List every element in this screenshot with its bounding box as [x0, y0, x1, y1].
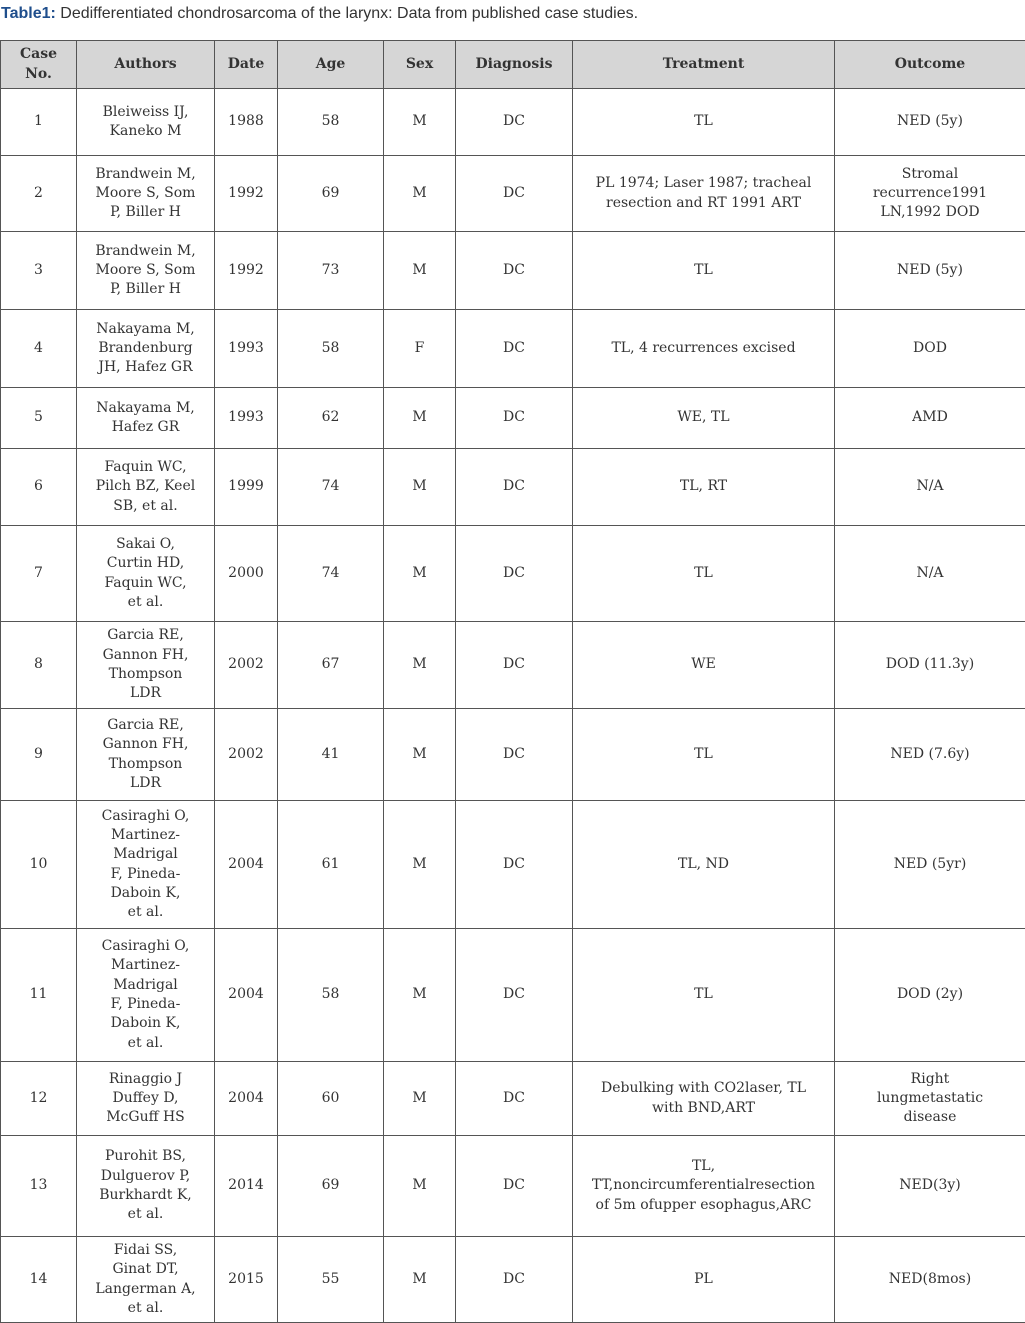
cell-sex: M — [384, 156, 456, 232]
cell-diagnosis: DC — [456, 1136, 573, 1237]
table-row — [1, 156, 1025, 232]
cell-treatment: TL — [573, 89, 835, 156]
cell-case-no: 4 — [1, 310, 77, 388]
cell-authors: Bleiweiss IJ, Kaneko M — [77, 89, 215, 156]
cell-date: 1993 — [215, 388, 278, 449]
cell-treatment: WE — [573, 622, 835, 709]
cell-diagnosis: DC — [456, 89, 573, 156]
table-row — [1, 1136, 1025, 1237]
cell-diagnosis: DC — [456, 310, 573, 388]
cell-authors: Nakayama M, Hafez GR — [77, 388, 215, 449]
cell-sex: M — [384, 801, 456, 929]
table-row — [1, 89, 1025, 156]
table-row — [1, 1062, 1025, 1136]
cell-age: 74 — [278, 449, 384, 526]
table-row — [1, 388, 1025, 449]
cell-date: 2002 — [215, 709, 278, 801]
cell-treatment: TL, TT,noncircumferentialresection of 5m ofupper esophagus,ARC — [573, 1136, 835, 1237]
cell-sex: M — [384, 1237, 456, 1323]
cell-case-no: 2 — [1, 156, 77, 232]
cell-date: 2002 — [215, 622, 278, 709]
table-row — [1, 449, 1025, 526]
cell-sex: M — [384, 89, 456, 156]
cell-date: 2015 — [215, 1237, 278, 1323]
cell-case-no: 13 — [1, 1136, 77, 1237]
cell-diagnosis: DC — [456, 1237, 573, 1323]
cell-authors: Brandwein M, Moore S, Som P, Biller H — [77, 156, 215, 232]
header-date: Date — [215, 41, 278, 89]
cell-treatment: TL, ND — [573, 801, 835, 929]
cell-authors: Fidai SS, Ginat DT, Langerman A, et al. — [77, 1237, 215, 1323]
cell-date: 2000 — [215, 526, 278, 622]
cell-treatment: TL, 4 recurrences excised — [573, 310, 835, 388]
cell-case-no: 11 — [1, 929, 77, 1062]
cell-diagnosis: DC — [456, 156, 573, 232]
cell-authors: Rinaggio J Duffey D, McGuff HS — [77, 1062, 215, 1136]
table-row — [1, 526, 1025, 622]
cell-authors: Brandwein M, Moore S, Som P, Biller H — [77, 232, 215, 310]
cell-outcome: N/A — [835, 526, 1025, 622]
cell-case-no: 8 — [1, 622, 77, 709]
cell-age: 67 — [278, 622, 384, 709]
cell-sex: F — [384, 310, 456, 388]
cell-sex: M — [384, 1136, 456, 1237]
cell-outcome: Right lungmetastatic disease — [835, 1062, 1025, 1136]
cell-age: 61 — [278, 801, 384, 929]
cell-age: 74 — [278, 526, 384, 622]
cell-sex: M — [384, 929, 456, 1062]
cell-case-no: 9 — [1, 709, 77, 801]
cell-outcome: DOD (11.3y) — [835, 622, 1025, 709]
cell-age: 69 — [278, 156, 384, 232]
header-authors: Authors — [77, 41, 215, 89]
cell-diagnosis: DC — [456, 449, 573, 526]
header-sex: Sex — [384, 41, 456, 89]
table-row — [1, 929, 1025, 1062]
table-caption — [1, 5, 638, 23]
cell-age: 55 — [278, 1237, 384, 1323]
cell-age: 73 — [278, 232, 384, 310]
cell-diagnosis: DC — [456, 929, 573, 1062]
cell-age: 58 — [278, 929, 384, 1062]
cell-age: 69 — [278, 1136, 384, 1237]
cell-case-no: 5 — [1, 388, 77, 449]
cell-treatment: TL, RT — [573, 449, 835, 526]
table-row — [1, 709, 1025, 801]
cell-outcome: NED(8mos) — [835, 1237, 1025, 1323]
cell-treatment: Debulking with CO2laser, TL with BND,ART — [573, 1062, 835, 1136]
cell-outcome: DOD (2y) — [835, 929, 1025, 1062]
cell-treatment: TL — [573, 526, 835, 622]
cell-diagnosis: DC — [456, 388, 573, 449]
cell-sex: M — [384, 449, 456, 526]
header-outcome: Outcome — [835, 41, 1025, 89]
table-row — [1, 232, 1025, 310]
cell-date: 2004 — [215, 929, 278, 1062]
cell-authors: Casiraghi O, Martinez- Madrigal F, Pineda- Daboin K, et al. — [77, 801, 215, 929]
cell-outcome: Stromal recurrence1991 LN,1992 DOD — [835, 156, 1025, 232]
cell-case-no: 12 — [1, 1062, 77, 1136]
cell-outcome: NED (5y) — [835, 89, 1025, 156]
cell-authors: Sakai O, Curtin HD, Faquin WC, et al. — [77, 526, 215, 622]
cell-date: 1992 — [215, 156, 278, 232]
cell-treatment: TL — [573, 232, 835, 310]
cell-date: 2014 — [215, 1136, 278, 1237]
cell-outcome: NED (5y) — [835, 232, 1025, 310]
cell-age: 58 — [278, 89, 384, 156]
table-row — [1, 622, 1025, 709]
cell-case-no: 14 — [1, 1237, 77, 1323]
cell-authors: Purohit BS, Dulguerov P, Burkhardt K, et al. — [77, 1136, 215, 1237]
cell-sex: M — [384, 232, 456, 310]
cell-date: 2004 — [215, 801, 278, 929]
cell-age: 60 — [278, 1062, 384, 1136]
cell-sex: M — [384, 1062, 456, 1136]
cell-diagnosis: DC — [456, 622, 573, 709]
table-row — [1, 310, 1025, 388]
cell-sex: M — [384, 622, 456, 709]
table-header-row — [1, 41, 1025, 89]
cell-diagnosis: DC — [456, 526, 573, 622]
header-treatment: Treatment — [573, 41, 835, 89]
cell-date: 1988 — [215, 89, 278, 156]
cell-authors: Casiraghi O, Martinez- Madrigal F, Pineda- Daboin K, et al. — [77, 929, 215, 1062]
cell-outcome: DOD — [835, 310, 1025, 388]
cell-outcome: NED(3y) — [835, 1136, 1025, 1237]
header-diagnosis: Diagnosis — [456, 41, 573, 89]
cell-age: 58 — [278, 310, 384, 388]
cell-diagnosis: DC — [456, 801, 573, 929]
cell-diagnosis: DC — [456, 1062, 573, 1136]
cell-authors: Garcia RE, Gannon FH, Thompson LDR — [77, 622, 215, 709]
cell-date: 2004 — [215, 1062, 278, 1136]
cell-sex: M — [384, 709, 456, 801]
cell-authors: Garcia RE, Gannon FH, Thompson LDR — [77, 709, 215, 801]
header-age: Age — [278, 41, 384, 89]
cell-date: 1992 — [215, 232, 278, 310]
cell-case-no: 7 — [1, 526, 77, 622]
cell-treatment: TL — [573, 709, 835, 801]
case-studies-table — [0, 40, 1025, 1323]
cell-sex: M — [384, 388, 456, 449]
cell-sex: M — [384, 526, 456, 622]
cell-case-no: 3 — [1, 232, 77, 310]
cell-authors: Faquin WC, Pilch BZ, Keel SB, et al. — [77, 449, 215, 526]
cell-treatment: PL — [573, 1237, 835, 1323]
caption-label: Table1: — [1, 5, 56, 22]
cell-treatment: PL 1974; Laser 1987; tracheal resection and RT 1991 ART — [573, 156, 835, 232]
cell-age: 62 — [278, 388, 384, 449]
cell-outcome: N/A — [835, 449, 1025, 526]
cell-case-no: 1 — [1, 89, 77, 156]
cell-outcome: AMD — [835, 388, 1025, 449]
cell-age: 41 — [278, 709, 384, 801]
cell-date: 1993 — [215, 310, 278, 388]
cell-treatment: WE, TL — [573, 388, 835, 449]
cell-case-no: 10 — [1, 801, 77, 929]
cell-diagnosis: DC — [456, 709, 573, 801]
caption-text: Dedifferentiated chondrosarcoma of the larynx: Data from published case studies. — [56, 5, 638, 22]
cell-outcome: NED (7.6y) — [835, 709, 1025, 801]
cell-authors: Nakayama M, Brandenburg JH, Hafez GR — [77, 310, 215, 388]
cell-outcome: NED (5yr) — [835, 801, 1025, 929]
table-row — [1, 801, 1025, 929]
cell-diagnosis: DC — [456, 232, 573, 310]
cell-case-no: 6 — [1, 449, 77, 526]
cell-treatment: TL — [573, 929, 835, 1062]
header-case-no: Case No. — [1, 41, 77, 89]
table-row — [1, 1237, 1025, 1323]
cell-date: 1999 — [215, 449, 278, 526]
